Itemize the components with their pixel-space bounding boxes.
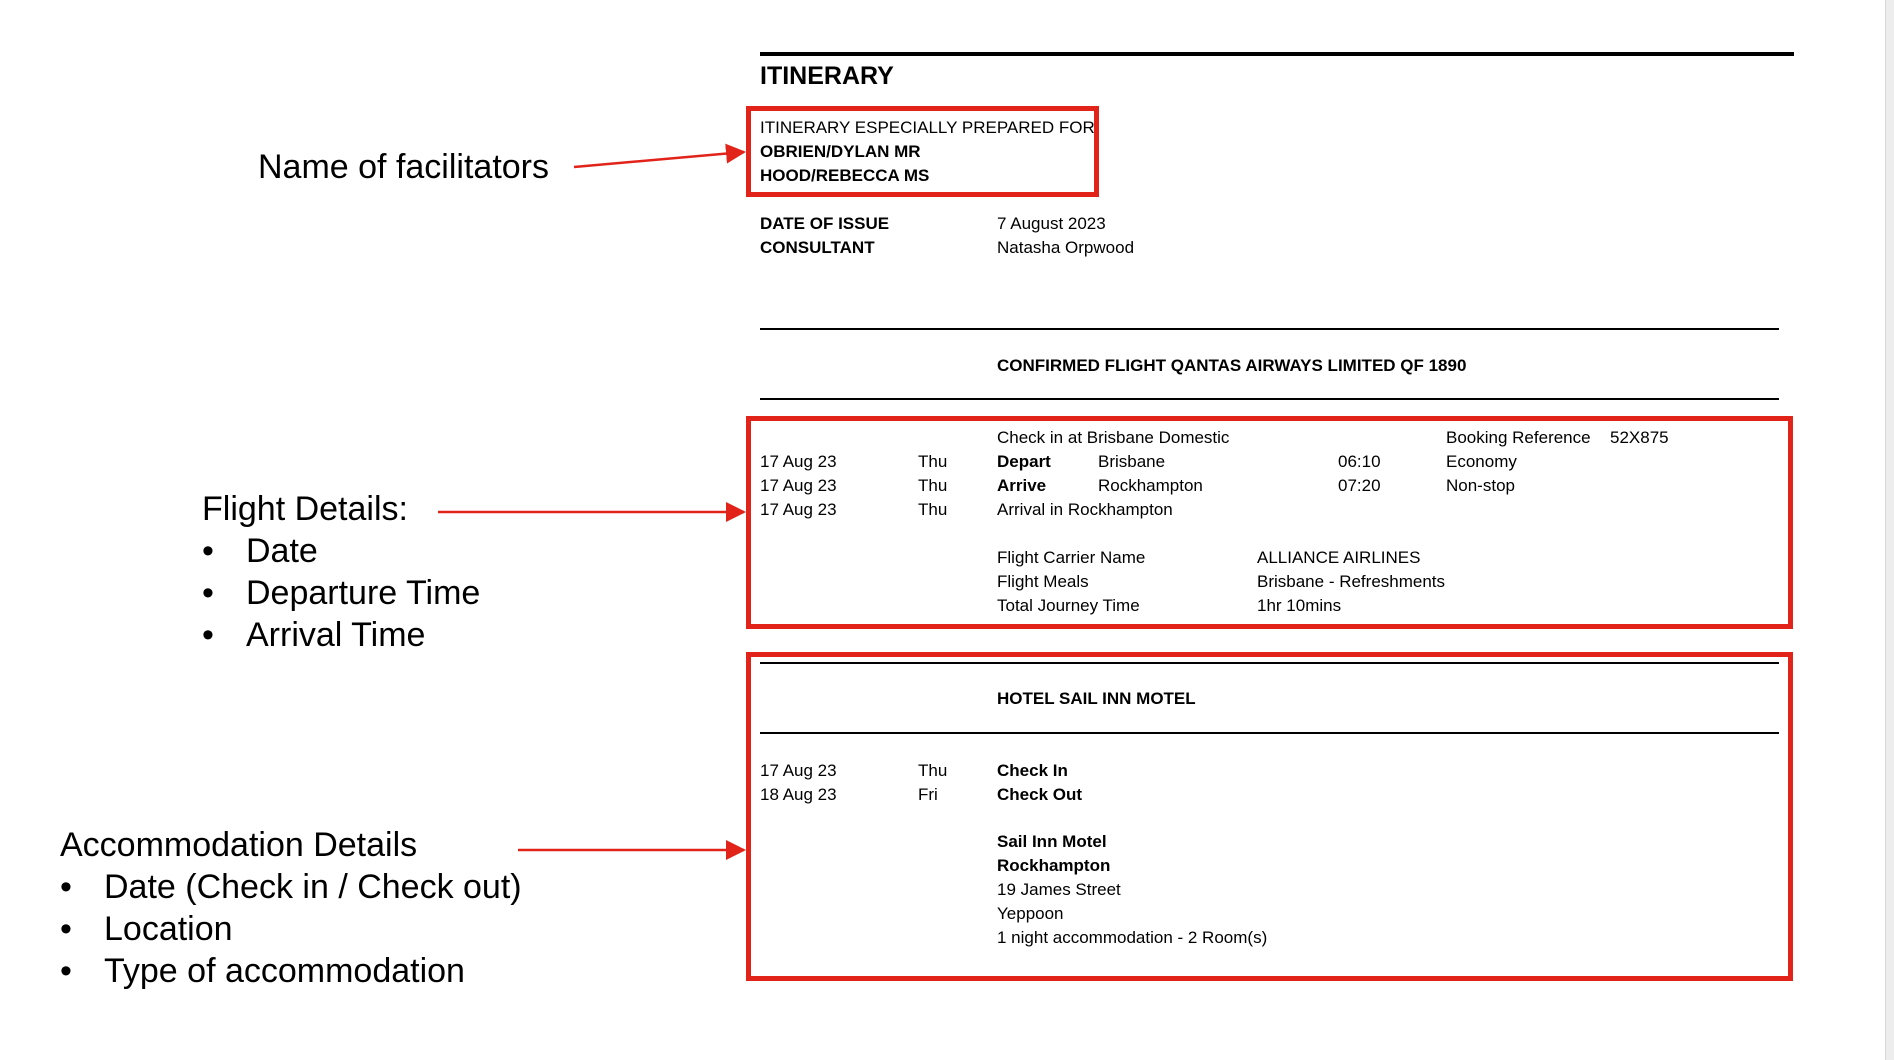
facilitators-arrow — [574, 152, 744, 167]
passenger-name-2: HOOD/REBECCA MS — [760, 166, 930, 185]
hotel-suburb: Yeppoon — [997, 904, 1064, 923]
meals-label: Flight Meals — [997, 572, 1089, 591]
arrive-date: 17 Aug 23 — [760, 476, 837, 495]
flight-annotation — [202, 488, 480, 656]
arrive-place: Rockhampton — [1098, 476, 1203, 495]
list-item: • Type of accommodation — [60, 950, 522, 992]
journey-time-label: Total Journey Time — [997, 596, 1140, 615]
page-title: ITINERARY — [760, 62, 894, 90]
passenger-name-1: OBRIEN/DYLAN MR — [760, 142, 921, 161]
meals-value: Brisbane - Refreshments — [1257, 572, 1446, 591]
flight-checkin-text: Check in at Brisbane Domestic — [997, 428, 1230, 447]
scrollbar-track[interactable] — [1885, 0, 1894, 1060]
list-item: • Date — [202, 530, 480, 572]
flight-heading: CONFIRMED FLIGHT QANTAS AIRWAYS LIMITED QF 1890 — [997, 356, 1467, 375]
depart-label: Depart — [997, 452, 1051, 471]
hotel-address: 19 James Street — [997, 880, 1121, 899]
list-item: • Date (Check in / Check out) — [60, 866, 522, 908]
flight-annotation-list — [202, 530, 480, 656]
checkin-date: 17 Aug 23 — [760, 761, 837, 780]
depart-day: Thu — [918, 452, 948, 471]
arrival-text: Arrival in Rockhampton — [997, 500, 1173, 519]
carrier-label: Flight Carrier Name — [997, 548, 1146, 567]
checkout-date: 18 Aug 23 — [760, 785, 837, 804]
accommodation-annotation-title: Accommodation Details — [60, 826, 418, 864]
facilitators-annotation: Name of facilitators — [258, 148, 549, 186]
checkin-label: Check In — [997, 761, 1068, 780]
date-of-issue-label: DATE OF ISSUE — [760, 214, 890, 233]
list-item: • Departure Time — [202, 572, 480, 614]
list-item: • Location — [60, 908, 522, 950]
booking-reference-label: Booking Reference — [1446, 428, 1591, 447]
date-of-issue-value: 7 August 2023 — [997, 214, 1106, 233]
list-item: • Arrival Time — [202, 614, 480, 656]
hotel-name: Sail Inn Motel — [997, 832, 1107, 851]
stops-info: Non-stop — [1446, 476, 1515, 495]
arrival-day: Thu — [918, 500, 948, 519]
depart-date: 17 Aug 23 — [760, 452, 837, 471]
checkout-day: Fri — [918, 785, 938, 804]
depart-place: Brisbane — [1098, 452, 1166, 471]
accommodation-annotation — [60, 824, 522, 992]
hotel-city: Rockhampton — [997, 856, 1111, 875]
arrive-time: 07:20 — [1338, 476, 1381, 495]
depart-time: 06:10 — [1338, 452, 1381, 471]
consultant-value: Natasha Orpwood — [997, 238, 1135, 257]
accommodation-annotation-list — [60, 866, 522, 992]
hotel-stay: 1 night accommodation - 2 Room(s) — [997, 928, 1268, 947]
hotel-heading: HOTEL SAIL INN MOTEL — [997, 689, 1196, 708]
arrival-date: 17 Aug 23 — [760, 500, 837, 519]
checkin-day: Thu — [918, 761, 948, 780]
checkout-label: Check Out — [997, 785, 1083, 804]
arrive-label: Arrive — [997, 476, 1047, 495]
carrier-value: ALLIANCE AIRLINES — [1257, 548, 1421, 567]
journey-time-value: 1hr 10mins — [1257, 596, 1342, 615]
booking-reference-value: 52X875 — [1610, 428, 1669, 447]
consultant-label: CONSULTANT — [760, 238, 875, 257]
flight-annotation-title: Flight Details: — [202, 490, 408, 528]
fare-class: Economy — [1446, 452, 1517, 471]
arrive-day: Thu — [918, 476, 948, 495]
prepared-for-label: ITINERARY ESPECIALLY PREPARED FOR — [760, 118, 1095, 137]
